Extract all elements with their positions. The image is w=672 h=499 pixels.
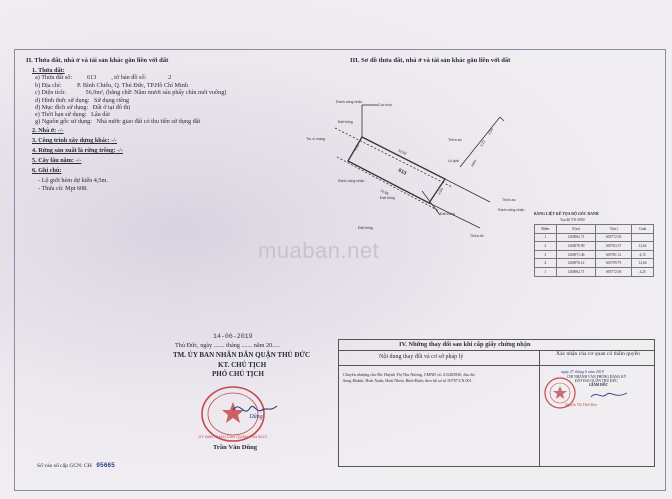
planted-forest-label: 4. Rừng sản xuất là rừng trồng: bbox=[32, 147, 116, 154]
map-sheet-label: , tờ bản đồ số: bbox=[111, 74, 147, 81]
map-label-thua-do: Thửa đo bbox=[470, 234, 484, 238]
section-iii-title: III. Sơ đồ thửa đất, nhà ở và tài sản khác gắn liền với đất bbox=[350, 57, 511, 64]
map-dim-d: 4,51 bbox=[353, 143, 361, 152]
confirm-date: ngày 27 tháng 6 năm 2019 bbox=[561, 369, 604, 374]
usage-term-label: e) Thời hạn sử dụng: bbox=[35, 111, 87, 118]
house-value: -/- bbox=[57, 127, 64, 134]
coord-table-title: BẢNG LIỆT KÊ TỌA ĐỘ GÓC RANH bbox=[534, 212, 599, 216]
usage-term-value: Lâu dài bbox=[91, 111, 110, 118]
coord-head-x: X(m) bbox=[556, 225, 596, 234]
usage-origin-value: Nhà nước giao đất có thu tiền sử dụng đất bbox=[96, 118, 201, 125]
usage-purpose-row bbox=[35, 104, 130, 111]
signature-text: Dũng bbox=[249, 414, 263, 420]
coord-cell: 3 bbox=[535, 250, 557, 259]
plot-number-label: a) Thửa đất số: bbox=[35, 74, 73, 81]
coord-cell bbox=[632, 233, 654, 242]
address-label: b) Địa chỉ: bbox=[35, 82, 62, 89]
certificate-number-row bbox=[37, 462, 115, 470]
kt-chairman: KT. CHỦ TỊCH bbox=[218, 361, 267, 369]
coord-header-row bbox=[535, 225, 654, 234]
map-dim-f: 4,06 bbox=[487, 127, 495, 136]
map-dim-c: 4,50 bbox=[437, 187, 445, 196]
area-value: 56,9m², (bằng chữ: Năm mươi sáu phẩy chín mét vuông) bbox=[85, 89, 227, 96]
map-label-lo-gioi: Lộ giới bbox=[448, 159, 459, 163]
note-road-boundary: - Lộ giới hẻm dự kiến 4,5m. bbox=[38, 177, 108, 184]
changes-col-content-header: Nội dung thay đổi và cơ sở pháp lý bbox=[379, 354, 464, 360]
sign-place: Thủ Đức, bbox=[175, 342, 199, 349]
plot-613-boundary bbox=[348, 137, 445, 203]
map-sheet-value: 2 bbox=[168, 74, 172, 81]
map-dim-e: 4,22 bbox=[479, 139, 487, 148]
coord-head-y: Y(m) bbox=[596, 225, 632, 234]
coord-cell: 1 bbox=[535, 233, 557, 242]
coord-cell: 4,15 bbox=[632, 250, 654, 259]
coord-cell: 605781.12 bbox=[596, 250, 632, 259]
usage-purpose-value: Đất ở tại đô thị bbox=[92, 104, 131, 111]
usage-form-label: d) Hình thức sử dụng: bbox=[35, 97, 90, 104]
confirm-role: GIÁM ĐỐC bbox=[589, 383, 609, 387]
vice-chairman: PHÓ CHỦ TỊCH bbox=[212, 370, 264, 378]
coord-cell: 605799.79 bbox=[596, 259, 632, 268]
note-old-plot: - Thửa cũ: Mpt 608. bbox=[38, 185, 88, 192]
map-label-cuc-moc: Cục mốc bbox=[378, 103, 393, 107]
map-label-thua-ao: Thửa ao bbox=[448, 138, 462, 142]
signature-scribble bbox=[230, 398, 280, 420]
change-entry-line-2: Song Khánh, Hoài Xuân, Hoài Nhơn, Bình Định; theo hồ sơ số 50787.CN.001. bbox=[343, 378, 473, 383]
map-label-thua-ao-2: Thửa ao bbox=[502, 198, 516, 202]
coord-cell: 2 bbox=[535, 242, 557, 251]
plot-number-row bbox=[35, 74, 192, 81]
area-row bbox=[35, 89, 226, 96]
coord-head-point: Điểm bbox=[535, 225, 557, 234]
changes-title: IV. Những thay đổi sau khi cấp giấy chứng nhận bbox=[399, 341, 531, 348]
coord-cell: 605772.56 bbox=[596, 267, 632, 276]
map-label-dat-trong-4: Đất trống bbox=[440, 212, 455, 216]
map-dim-a: 12,62 bbox=[397, 148, 408, 157]
land-plot-heading: 1. Thửa đất: bbox=[32, 67, 65, 74]
coord-cell: 605772.56 bbox=[596, 233, 632, 242]
map-label-dat-trong-1: Đất trống bbox=[338, 120, 353, 124]
certificate-number-value: 05665 bbox=[96, 462, 115, 469]
changes-box bbox=[338, 339, 655, 467]
coord-cell: 1204971.46 bbox=[556, 250, 596, 259]
coord-cell: 4,25 bbox=[632, 267, 654, 276]
perennial-tree-value: -/- bbox=[75, 157, 82, 164]
map-dim-b: 12,66 bbox=[379, 188, 390, 197]
confirm-signer: Nguyễn Thị Thiết Kim bbox=[565, 403, 597, 407]
coord-cell: 1204962.71 bbox=[556, 233, 596, 242]
sign-place-date bbox=[175, 342, 280, 349]
sign-date-stamp: 14-06-2019 bbox=[213, 333, 253, 340]
confirm-org-line-2: ĐẤT ĐAI QUẬN THỦ ĐỨC bbox=[575, 379, 618, 383]
seal-text: ỦY BAN NHÂN DÂN QUẬN THỦ ĐỨC bbox=[198, 434, 268, 439]
certificate-number-label: Số vào sổ cấp GCN: CH bbox=[37, 463, 92, 469]
planted-forest-row bbox=[32, 147, 123, 154]
confirm-org-line-1: CHI NHÁNH VĂN PHÒNG ĐĂNG KÝ bbox=[567, 375, 627, 379]
map-label-thua-613: 613 bbox=[397, 167, 408, 177]
map-label-dat-trong-2: Đất trống bbox=[380, 196, 395, 200]
watermark: muaban.net bbox=[258, 238, 380, 263]
coord-cell: 1204978.99 bbox=[556, 242, 596, 251]
map-label-tru-vi-mang: Trụ vì mạng bbox=[306, 137, 326, 141]
usage-purpose-label: đ) Mục đích sử dụng: bbox=[35, 104, 89, 111]
coordinate-table bbox=[534, 224, 654, 277]
usage-origin-row bbox=[35, 118, 200, 125]
house-row bbox=[32, 127, 64, 134]
site-map bbox=[300, 95, 540, 245]
table-row bbox=[535, 242, 654, 251]
coord-cell: 605763.37 bbox=[596, 242, 632, 251]
other-construction-value: -/- bbox=[111, 137, 118, 144]
usage-form-row bbox=[35, 97, 129, 104]
coord-cell: 1 bbox=[535, 267, 557, 276]
table-row bbox=[535, 259, 654, 268]
table-row bbox=[535, 233, 654, 242]
usage-origin-label: g) Nguồn gốc sử dụng: bbox=[35, 118, 92, 125]
sign-date-line: ngày ....... tháng ....... năm 20..... bbox=[200, 342, 280, 349]
signer-name: Trần Văn Dũng bbox=[213, 444, 258, 451]
plot-number-value: 613 bbox=[87, 74, 97, 81]
perennial-tree-label: 5. Cây lâu năm: bbox=[32, 157, 74, 164]
table-row bbox=[535, 250, 654, 259]
coord-cell: 4 bbox=[535, 259, 557, 268]
map-label-ranh-right: Ranh công nhận bbox=[498, 208, 525, 212]
address-row bbox=[35, 82, 188, 89]
table-row bbox=[535, 267, 654, 276]
issuing-org: TM. ỦY BAN NHÂN DÂN QUẬN THỦ ĐỨC bbox=[173, 351, 311, 359]
confirm-signature bbox=[589, 388, 629, 402]
notes-heading: 6. Ghi chú: bbox=[32, 167, 62, 174]
usage-term-row bbox=[35, 111, 110, 118]
coord-cell: 1204976.14 bbox=[556, 259, 596, 268]
area-label: c) Diện tích: bbox=[35, 89, 66, 96]
change-entry-line-1: Chuyển nhượng cho Bà: Huỳnh Thị Thu Nương, CMND số: 215265830, địa chỉ: bbox=[343, 372, 476, 377]
house-label: 2. Nhà ở: bbox=[32, 127, 57, 134]
changes-col-confirm-header: Xác nhận của cơ quan có thẩm quyền bbox=[556, 351, 640, 357]
coord-head-edge: Cạnh bbox=[632, 225, 654, 234]
other-construction-label: 3. Công trình xây dựng khác: bbox=[32, 137, 110, 144]
coord-cell: 12,62 bbox=[632, 242, 654, 251]
section-ii-title: II. Thửa đất, nhà ở và tài sản khác gắn liền với đất bbox=[26, 57, 169, 64]
map-label-hem: Hẻm bbox=[470, 158, 478, 168]
perennial-tree-row bbox=[32, 157, 81, 164]
map-label-ranh-mid: Ranh công nhận bbox=[338, 179, 365, 183]
coord-cell: 1204962.71 bbox=[556, 267, 596, 276]
planted-forest-value: -/- bbox=[117, 147, 123, 154]
map-label-dat-trong-3: Đất trống bbox=[358, 226, 373, 230]
address-value: P. Bình Chiểu, Q. Thủ Đức, TP.Hồ Chí Minh bbox=[77, 82, 188, 89]
other-construction-row bbox=[32, 137, 117, 144]
usage-form-value: Sử dụng riêng bbox=[94, 97, 130, 104]
coord-table-subtitle: Tọa độ VN-2000 bbox=[560, 218, 585, 222]
coord-cell: 12,66 bbox=[632, 259, 654, 268]
map-label-ranh-top: Ranh công nhận bbox=[336, 100, 363, 104]
